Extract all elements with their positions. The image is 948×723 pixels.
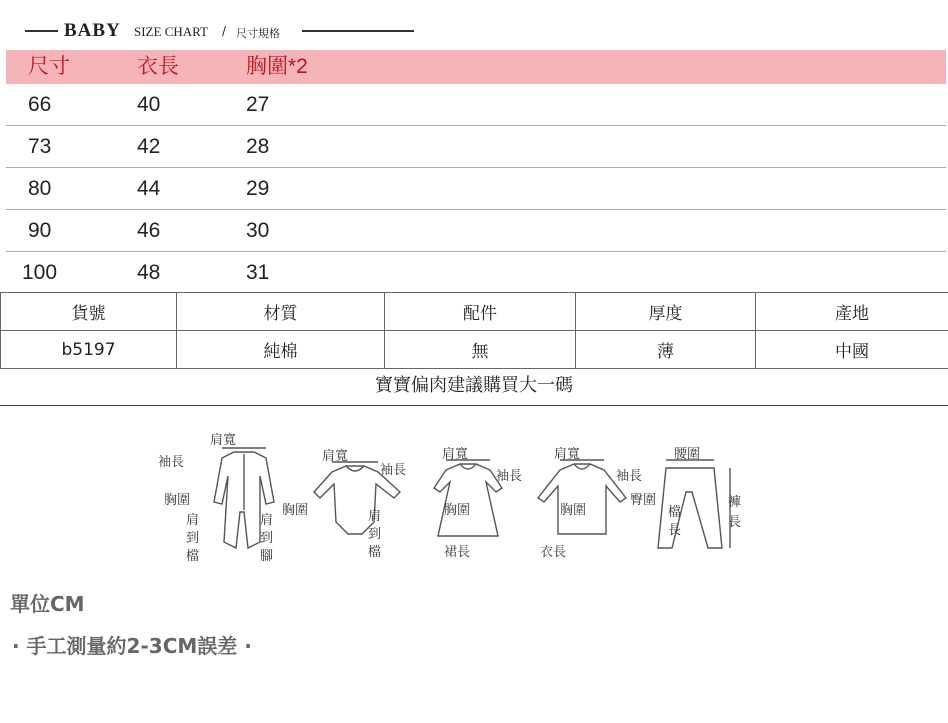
value-origin: 中國 xyxy=(756,331,948,369)
value-thickness: 薄 xyxy=(576,331,756,369)
pants-hip-label: 臀圍 xyxy=(630,493,657,508)
header-line-left xyxy=(25,30,58,32)
chest-cell: 31 xyxy=(246,261,270,284)
bodysuit-crotch-1: 肩 xyxy=(368,509,382,524)
top-length-label: 衣長 xyxy=(540,545,567,560)
top-chest-label: 胸圍 xyxy=(560,503,587,518)
separator: / xyxy=(222,24,227,38)
tolerance-note: · 手工測量約2-3CM誤差 · xyxy=(12,634,252,658)
chest-cell: 30 xyxy=(246,219,270,242)
romper-shoulder-label: 肩寬 xyxy=(210,433,237,448)
dress-shoulder-label: 肩寬 xyxy=(442,447,469,462)
subtitle-cn: 尺寸規格 xyxy=(236,27,280,40)
romper-sleeve-label: 袖長 xyxy=(158,455,185,470)
unit-label: 單位CM xyxy=(10,592,85,616)
table-row xyxy=(6,210,946,252)
table-row xyxy=(6,126,946,168)
dress-chest-label: 胸圍 xyxy=(444,503,471,518)
info-value-row xyxy=(1,331,948,369)
header-origin: 產地 xyxy=(756,293,948,331)
romper-foot-3: 腳 xyxy=(260,549,274,564)
dress-sleeve-label: 袖長 xyxy=(496,469,523,484)
table-row xyxy=(6,168,946,210)
size-cell: 73 xyxy=(28,135,52,158)
column-header-length: 衣長 xyxy=(137,55,179,78)
length-cell: 46 xyxy=(137,219,161,242)
header-item-no: 貨號 xyxy=(1,293,177,331)
header-line-right xyxy=(302,30,414,32)
size-cell: 80 xyxy=(28,177,52,200)
length-cell: 48 xyxy=(137,261,161,284)
pants-crotch-1: 檔 xyxy=(668,505,682,520)
value-item-no: b5197 xyxy=(1,331,177,369)
table-row xyxy=(6,252,946,292)
romper-crotch-2: 到 xyxy=(186,531,200,546)
pants-length-2: 長 xyxy=(728,515,742,530)
pants-waist-label: 腰圍 xyxy=(674,447,701,462)
subtitle: SIZE CHART xyxy=(134,24,208,39)
chest-cell: 27 xyxy=(246,93,270,116)
header-thickness: 厚度 xyxy=(576,293,756,331)
size-cell: 90 xyxy=(28,219,52,242)
column-header-size: 尺寸 xyxy=(28,55,70,78)
header-accessory: 配件 xyxy=(385,293,576,331)
size-chart-header xyxy=(0,18,948,44)
dress-illustration xyxy=(434,460,502,536)
pants-length-1: 褲 xyxy=(728,495,742,510)
bodysuit-chest-label: 胸圍 xyxy=(282,503,309,518)
value-accessory: 無 xyxy=(385,331,576,369)
top-illustration xyxy=(538,460,626,534)
measurement-diagram xyxy=(150,430,750,570)
dress-skirt-label: 裙長 xyxy=(444,545,471,560)
bodysuit-crotch-3: 檔 xyxy=(368,545,382,560)
romper-crotch-3: 檔 xyxy=(186,549,200,564)
bodysuit-shoulder-label: 肩寬 xyxy=(322,449,349,464)
length-cell: 42 xyxy=(137,135,161,158)
size-table-header xyxy=(6,50,946,84)
chest-cell: 28 xyxy=(246,135,270,158)
size-advice-note: 寶寶偏肉建議購買大一碼 xyxy=(0,366,948,406)
romper-foot-2: 到 xyxy=(260,531,274,546)
length-cell: 40 xyxy=(137,93,161,116)
value-material: 純棉 xyxy=(177,331,385,369)
bodysuit-crotch-2: 到 xyxy=(368,527,382,542)
romper-chest-label: 胸圍 xyxy=(164,493,191,508)
top-shoulder-label: 肩寬 xyxy=(554,447,581,462)
size-cell: 66 xyxy=(28,93,52,116)
brand-title: BABY xyxy=(64,20,121,41)
length-cell: 44 xyxy=(137,177,161,200)
info-header-row xyxy=(1,293,948,331)
pants-crotch-2: 長 xyxy=(668,523,682,538)
product-info-table xyxy=(0,292,948,369)
bodysuit-sleeve-label: 袖長 xyxy=(380,463,407,478)
column-header-chest: 胸圍*2 xyxy=(246,55,308,78)
header-material: 材質 xyxy=(177,293,385,331)
chest-cell: 29 xyxy=(246,177,270,200)
romper-foot-1: 肩 xyxy=(260,513,274,528)
table-row xyxy=(6,84,946,126)
top-sleeve-label: 袖長 xyxy=(616,469,643,484)
size-cell: 100 xyxy=(22,261,58,284)
romper-crotch-1: 肩 xyxy=(186,513,200,528)
